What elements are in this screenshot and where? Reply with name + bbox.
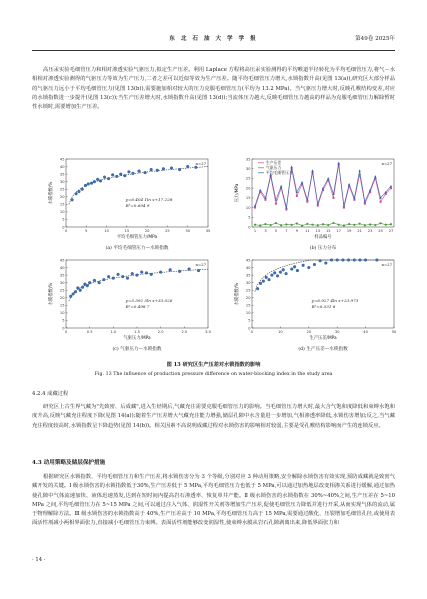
x-tick-label: 1.5 bbox=[134, 330, 140, 334]
x-tick-label: 0 bbox=[64, 330, 68, 334]
y-tick-label: 15 bbox=[245, 196, 251, 201]
series-point bbox=[275, 222, 277, 224]
panel-b-caption: (b) 压力分布 bbox=[309, 246, 337, 251]
data-point bbox=[178, 168, 181, 171]
series-point bbox=[385, 193, 387, 195]
series-point bbox=[364, 203, 366, 205]
sample-count: n=27 bbox=[195, 161, 206, 166]
data-point bbox=[121, 275, 124, 278]
y-tick-label: 20 bbox=[59, 296, 65, 301]
data-point bbox=[324, 262, 327, 265]
series-point bbox=[301, 181, 303, 183]
data-point bbox=[336, 259, 339, 262]
figure-caption-cn: 图 13 研究区生产压差对水锁指数的影响 bbox=[166, 362, 261, 368]
series-point bbox=[353, 224, 355, 226]
fit-equation: y=6.404 1ln x+17.228 bbox=[125, 197, 173, 203]
chart-panel-d bbox=[230, 256, 400, 352]
series-point bbox=[390, 185, 392, 187]
data-point bbox=[279, 271, 282, 274]
y-tick-label: 40 bbox=[245, 265, 251, 270]
paragraph-top-text: 高压汞实验毛细管压力和相对渗透实验气驱压力,拟定生产压差。利用 Laplace 方程将高压汞实验测得的平均喉道半径转化为平均毛细管压力,将气－水相相对渗透实验测得的气驱压力等效为生产压力,二者之差可以近似等效为生产压差。随平均毛细管压力增大,水锁指数升高(见图 13(a)),研究区大部分样品的气驱压力远小于平均毛细管压力(见图 13(b)),需要施加相对较大的压力克服毛细管压力(平均为 13.2 MPa)。当气驱压力增大时,反映孔喉结构变差,对应的水锁指数进一步提升(见图 13(c));当生产压差增大时,水锁指数升高(见图 13(d));当流体压力越大,反映毛细管压力越高的样品为克服毛细管压力解除暂时性水锁时,需要增加生产压差。 bbox=[32, 67, 395, 111]
x-tick-label: 25 bbox=[165, 229, 170, 233]
x-tick-label: 3.0 bbox=[205, 330, 211, 334]
x-tick-label: 27 bbox=[388, 229, 394, 233]
data-point bbox=[273, 271, 276, 274]
data-point bbox=[290, 268, 293, 271]
data-point bbox=[126, 277, 129, 280]
series-point bbox=[264, 199, 266, 201]
panel-a-svg bbox=[44, 155, 214, 251]
y-tick-label: 30 bbox=[245, 167, 251, 172]
data-point bbox=[150, 168, 153, 171]
panel-d-svg bbox=[230, 256, 400, 352]
x-axis-label: 气驱压力/MPa bbox=[123, 336, 151, 341]
data-point bbox=[111, 173, 114, 176]
data-point bbox=[170, 167, 173, 170]
data-point bbox=[276, 274, 279, 277]
series-point bbox=[390, 187, 392, 189]
data-point bbox=[103, 176, 106, 179]
series-point bbox=[254, 224, 256, 226]
data-point bbox=[156, 169, 159, 172]
series-point bbox=[338, 224, 340, 226]
y-tick-label: 25 bbox=[59, 288, 65, 293]
sample-count: n=27 bbox=[381, 262, 392, 267]
x-tick-label: 3 bbox=[264, 229, 267, 233]
y-tick-label: 40 bbox=[59, 164, 65, 169]
series-point bbox=[343, 207, 345, 209]
data-point bbox=[71, 198, 74, 201]
data-point bbox=[178, 270, 181, 273]
y-tick-label: 45 bbox=[59, 157, 65, 162]
series-point bbox=[285, 209, 287, 211]
data-point bbox=[93, 180, 96, 183]
x-tick-label: 30 bbox=[185, 229, 191, 233]
x-tick-label: 15 bbox=[124, 229, 130, 233]
data-point bbox=[136, 274, 139, 277]
y-tick-label: 30 bbox=[59, 280, 65, 285]
series-point bbox=[337, 162, 339, 164]
data-point bbox=[115, 175, 118, 178]
data-point bbox=[107, 275, 110, 278]
running-header bbox=[32, 34, 395, 48]
panel-a-caption: (a) 平均毛细管压力—水锁指数 bbox=[105, 246, 169, 251]
series-point bbox=[296, 195, 298, 197]
x-tick-label: 15 bbox=[325, 229, 331, 233]
y-tick-label: 25 bbox=[59, 187, 65, 192]
series-point bbox=[353, 199, 355, 201]
x-tick-label: 9 bbox=[295, 229, 298, 233]
series-point bbox=[380, 201, 382, 203]
y-tick-label: 10 bbox=[59, 311, 65, 316]
data-point bbox=[81, 188, 84, 191]
issue-info: 第49卷 2025年 bbox=[355, 36, 395, 42]
data-point bbox=[302, 264, 305, 267]
data-point bbox=[131, 272, 134, 275]
figure-caption-en: Fig. 13 The influence of production pressure difference on water-blocking index in the study area bbox=[94, 372, 333, 377]
data-point bbox=[93, 279, 96, 282]
series-point bbox=[275, 203, 277, 205]
data-point bbox=[319, 259, 322, 262]
data-point bbox=[159, 271, 162, 274]
section-4-3-heading: 4.3 动用策略及储层保护措施 bbox=[32, 460, 106, 466]
x-tick-label: 2.5 bbox=[181, 330, 188, 334]
fit-r-squared: R²=0.498 7 bbox=[125, 304, 150, 310]
section-4-2-4-heading: 4.2.4 成藏过程 bbox=[32, 391, 69, 397]
x-tick-label: 1.0 bbox=[110, 330, 117, 334]
series-point bbox=[264, 223, 266, 225]
x-tick-label: 0.5 bbox=[86, 330, 93, 334]
y-tick-label: 35 bbox=[59, 172, 65, 177]
data-point bbox=[307, 266, 310, 269]
data-point bbox=[265, 276, 268, 279]
fit-curve bbox=[69, 269, 208, 304]
series-point bbox=[359, 223, 361, 225]
x-tick-label: 10 bbox=[278, 330, 283, 334]
fit-r-squared: R²=0.694 9 bbox=[125, 203, 150, 209]
series-point bbox=[311, 224, 313, 226]
y-tick-label: 20 bbox=[245, 296, 251, 301]
data-point bbox=[145, 271, 148, 274]
y-tick-label: 45 bbox=[245, 258, 251, 263]
y-axis-label: 水锁指数/% bbox=[49, 181, 54, 205]
data-point bbox=[112, 277, 115, 280]
x-tick-label: 23 bbox=[367, 229, 373, 233]
series-point bbox=[270, 224, 272, 226]
y-tick-label: 40 bbox=[59, 265, 65, 270]
chart-panel-a bbox=[44, 155, 214, 251]
data-point bbox=[127, 170, 130, 173]
x-tick-label: 17 bbox=[336, 229, 341, 233]
y-tick-label: 35 bbox=[245, 273, 251, 278]
series-point bbox=[301, 225, 303, 227]
y-tick-label: 0 bbox=[248, 225, 251, 230]
panel-c-svg bbox=[44, 256, 214, 352]
x-tick-label: 35 bbox=[205, 229, 211, 233]
data-point bbox=[144, 171, 147, 174]
section-4-2-4-text: 研究区上古生界气藏为"先致密、后成藏",进入生烃期后,气藏充注需要克服毛细管压力的影响。当毛细管压力增大时,最大含气饱和度降低和束缚水饱和度升高,反映气藏充注程度下降(见图 14(a));随着生产压差增大气藏充注能力增强,储层孔隙中水含量进一步增加,气相渗透率降低,水锁伤害增加;反之,当气藏充注程度较高时,水锁指数呈下降趋势(见图 14(b))。相关因素不高说明成藏过程对水锁伤害的影响相对较弱,主要是受孔喉结构影响而产生的连锁反应。 bbox=[32, 404, 395, 429]
section-4-3-body bbox=[32, 473, 395, 529]
y-axis-label: 水锁指数/% bbox=[235, 282, 240, 306]
panel-c-caption: (c) 气驱压力—水锁指数 bbox=[112, 347, 162, 352]
x-tick-label: 13 bbox=[315, 229, 321, 233]
data-point bbox=[353, 259, 356, 262]
y-tick-label: 20 bbox=[245, 186, 251, 191]
data-point bbox=[81, 286, 84, 289]
data-point bbox=[84, 184, 87, 187]
header-rule bbox=[32, 50, 395, 51]
series-point bbox=[290, 165, 292, 167]
plot-frame bbox=[252, 260, 394, 328]
y-tick-label: 5 bbox=[248, 215, 251, 220]
plot-frame bbox=[66, 260, 208, 328]
data-point bbox=[86, 284, 89, 287]
series-point bbox=[280, 185, 282, 187]
data-point bbox=[293, 265, 296, 268]
y-tick-label: 10 bbox=[245, 205, 251, 210]
x-tick-label: 21 bbox=[357, 229, 362, 233]
series-point bbox=[390, 223, 392, 225]
y-tick-label: 0 bbox=[62, 225, 65, 230]
data-point bbox=[75, 192, 78, 195]
panel-b-svg bbox=[230, 155, 400, 251]
y-tick-label: 20 bbox=[59, 195, 65, 200]
data-point bbox=[259, 282, 262, 285]
y-tick-label: 15 bbox=[245, 303, 251, 308]
section-4-3-text: 根据研究区水锁指数、平均毛细管压力和生产压差,将水锁伤害分为 3 个等级,分别对应 3 种动用策略,安全解除水锁伤害有效实现,预防成藏就是致密气藏开发的关键。Ⅰ 级水锁伤害的水锁指数低于30%,生产压差低于 5 MPa,平均毛细管压力也低于 5 MPa,可以通过加热地层改变相渗关系进行缓解,通过加热使孔隙中气体流速加快、液体迅速蒸发,达到在短时间内提高岩石渗透率、恢复单井产能。Ⅱ 级水锁伤害的水锁指数在 30%~40%之间,生产压差在 5~10 MPa 之间,平均毛细管压力在 5~15 MPa 之间,可以通过注入气体、润湿性开关剂等增加生产压差,促使毛细管压力降低并进行开采,从而实现气体的流动,属于物理解除方法。Ⅲ 级水锁伤害的水锁指数高于 40%,生产压差高于 10 MPa,平均毛细管压力高于 15 MPa,需要通过酸化、压裂增加毛细管孔径,或使用表面活性剂减小两相界面张力,直接减小毛细管压力束缚。表面活性剂能够改变润湿性,使束缚水膜从岩石孔隙剥离出来,降低界面张力和 bbox=[32, 474, 395, 527]
x-tick-label: 10 bbox=[104, 229, 109, 233]
x-tick-label: 0 bbox=[64, 229, 68, 233]
y-axis-label: 水锁指数/% bbox=[49, 282, 54, 306]
y-tick-label: 45 bbox=[59, 258, 65, 263]
x-tick-label: 7 bbox=[285, 229, 288, 233]
data-point bbox=[270, 274, 273, 277]
data-point bbox=[262, 280, 265, 283]
data-point bbox=[194, 166, 197, 169]
page-number: · 14 · bbox=[32, 557, 46, 563]
series-point bbox=[385, 224, 387, 226]
y-tick-label: 5 bbox=[62, 318, 65, 323]
fit-equation: y=5.392 5ln x+33.026 bbox=[125, 298, 173, 304]
series-point bbox=[348, 223, 350, 225]
series-point bbox=[296, 222, 298, 224]
y-tick-label: 30 bbox=[59, 179, 65, 184]
y-axis-label: 压力/MPa bbox=[235, 183, 240, 203]
data-point bbox=[376, 259, 379, 262]
data-point bbox=[99, 180, 102, 183]
data-point bbox=[140, 271, 143, 274]
y-tick-label: 5 bbox=[62, 217, 65, 222]
x-tick-label: 5 bbox=[274, 229, 278, 233]
data-point bbox=[150, 273, 153, 276]
journal-title: 东 北 石 油 大 学 学 报 bbox=[169, 36, 258, 42]
series-point bbox=[259, 224, 261, 226]
series-point bbox=[280, 224, 282, 226]
data-point bbox=[359, 259, 362, 262]
data-point bbox=[313, 263, 316, 266]
series-point bbox=[306, 223, 308, 225]
series-point bbox=[332, 222, 334, 224]
data-point bbox=[169, 268, 172, 271]
sample-count: n=27 bbox=[195, 262, 206, 267]
y-tick-label: 0 bbox=[248, 326, 251, 331]
data-point bbox=[123, 174, 126, 177]
y-tick-label: 35 bbox=[245, 157, 251, 162]
data-point bbox=[197, 269, 200, 272]
data-point bbox=[256, 287, 259, 290]
data-point bbox=[138, 170, 141, 173]
y-tick-label: 25 bbox=[245, 288, 251, 293]
y-tick-label: 25 bbox=[245, 176, 251, 181]
x-tick-label: 19 bbox=[346, 229, 352, 233]
fit-equation: y=6.927 4ln x+23.973 bbox=[311, 298, 359, 304]
data-point bbox=[74, 290, 77, 293]
chart-panel-c bbox=[44, 256, 214, 352]
series-point bbox=[259, 189, 261, 191]
data-point bbox=[132, 172, 135, 175]
data-point bbox=[347, 259, 350, 262]
legend-entry: 气驱压力 bbox=[266, 165, 282, 170]
panel-d-caption: (d) 生产压差—水锁指数 bbox=[298, 347, 348, 352]
legend-entry: 生产压差 bbox=[266, 160, 282, 165]
x-tick-label: 40 bbox=[363, 330, 368, 334]
chart-panel-b bbox=[230, 155, 400, 251]
data-point bbox=[102, 278, 105, 281]
series-point bbox=[254, 207, 256, 209]
data-point bbox=[330, 259, 333, 262]
data-point bbox=[107, 177, 110, 180]
series-point bbox=[306, 201, 308, 203]
data-point bbox=[282, 268, 285, 271]
x-tick-label: 0 bbox=[250, 330, 254, 334]
fit-r-squared: R²=0.531 8 bbox=[311, 304, 336, 310]
y-tick-label: 15 bbox=[59, 303, 65, 308]
series-point bbox=[285, 223, 287, 225]
x-tick-label: 25 bbox=[378, 229, 383, 233]
data-point bbox=[87, 183, 90, 186]
series-point bbox=[317, 224, 319, 226]
x-tick-label: 1 bbox=[253, 229, 257, 233]
data-point bbox=[72, 293, 75, 296]
series-point bbox=[327, 177, 329, 179]
y-tick-label: 35 bbox=[59, 273, 65, 278]
series-point bbox=[322, 223, 324, 225]
y-tick-label: 0 bbox=[62, 326, 65, 331]
series-point bbox=[374, 224, 376, 226]
data-point bbox=[96, 178, 99, 181]
data-point bbox=[78, 190, 81, 193]
paragraph-top bbox=[32, 66, 395, 112]
x-tick-label: 30 bbox=[334, 330, 340, 334]
y-tick-label: 30 bbox=[245, 280, 251, 285]
data-point bbox=[268, 278, 271, 281]
x-tick-label: 50 bbox=[391, 330, 397, 334]
data-point bbox=[296, 269, 299, 272]
series-point bbox=[317, 205, 319, 207]
data-point bbox=[76, 287, 79, 290]
data-point bbox=[88, 281, 91, 284]
y-tick-label: 5 bbox=[248, 318, 251, 323]
data-point bbox=[98, 281, 101, 284]
x-axis-label: 样品编号 bbox=[314, 235, 332, 240]
series-point bbox=[364, 224, 366, 226]
x-tick-label: 20 bbox=[144, 229, 150, 233]
x-tick-label: 2.0 bbox=[157, 330, 164, 334]
data-point bbox=[79, 289, 82, 292]
series-point bbox=[379, 222, 381, 224]
series-point bbox=[343, 224, 345, 226]
data-point bbox=[90, 182, 93, 185]
data-point bbox=[117, 273, 120, 276]
data-point bbox=[188, 268, 191, 271]
fit-curve bbox=[255, 260, 394, 292]
y-tick-label: 10 bbox=[59, 210, 65, 215]
series-point bbox=[327, 224, 329, 226]
x-axis-label: 生产压差/MPa bbox=[309, 336, 337, 341]
data-point bbox=[119, 173, 122, 176]
data-point bbox=[285, 272, 288, 275]
series-point bbox=[311, 169, 313, 171]
x-tick-label: 20 bbox=[306, 330, 312, 334]
series-point bbox=[358, 169, 360, 171]
section-4-2-4-body bbox=[32, 403, 395, 431]
series-point bbox=[291, 224, 293, 226]
y-tick-label: 10 bbox=[245, 311, 251, 316]
series-point bbox=[348, 183, 350, 185]
legend-entry: 平均毛细管压力 bbox=[266, 170, 293, 175]
sample-count: n=27 bbox=[381, 161, 392, 166]
data-point bbox=[341, 259, 344, 262]
data-point bbox=[69, 295, 72, 298]
series-point bbox=[374, 175, 376, 177]
x-axis-label: 平均毛细管压力/MPa bbox=[116, 235, 158, 240]
data-point bbox=[364, 259, 367, 262]
data-point bbox=[162, 167, 165, 170]
series-point bbox=[369, 223, 371, 225]
x-tick-label: 11 bbox=[305, 229, 310, 233]
data-point bbox=[186, 165, 189, 168]
plot-frame bbox=[66, 159, 208, 227]
x-tick-label: 5 bbox=[85, 229, 88, 233]
series-point bbox=[332, 197, 334, 199]
y-tick-label: 15 bbox=[59, 202, 65, 207]
